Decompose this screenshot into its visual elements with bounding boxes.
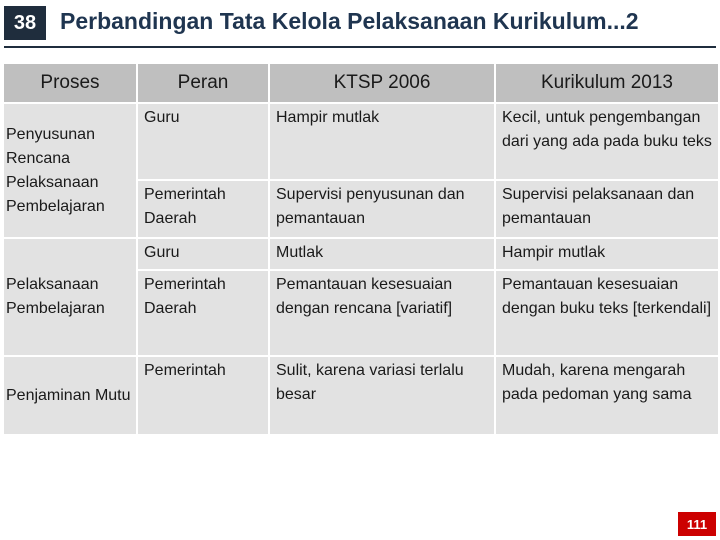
table-cell-k13: Mudah, karena mengarah pada pedoman yang sama (496, 357, 718, 434)
table-cell-ktsp: Hampir mutlak (270, 104, 494, 179)
table-cell-k13: Pemantauan kesesuaian dengan buku teks [terkendali] (496, 271, 718, 355)
process-penyusunan-rpp: Penyusunan Rencana Pelaksanaan Pembelajaran (4, 104, 136, 237)
comparison-table (4, 64, 716, 426)
table-cell-ktsp: Mutlak (270, 239, 494, 269)
table-cell-peran: Guru (138, 239, 268, 269)
table-cell-k13: Kecil, untuk pengembangan dari yang ada pada buku teks (496, 104, 718, 179)
table-cell-peran: Pemerintah Daerah (138, 271, 268, 355)
process-pelaksanaan: Pelaksanaan Pembelajaran (4, 239, 136, 355)
table-cell-ktsp: Supervisi penyusunan dan pemantauan (270, 181, 494, 237)
table-cell-ktsp: Sulit, karena variasi terlalu besar (270, 357, 494, 434)
header-ktsp-2006: KTSP 2006 (270, 64, 494, 102)
slide-title: Perbandingan Tata Kelola Pelaksanaan Kurikulum...2 (60, 8, 639, 34)
table-cell-peran: Guru (138, 104, 268, 179)
header-kurikulum-2013: Kurikulum 2013 (496, 64, 718, 102)
header-peran: Peran (138, 64, 268, 102)
process-penjaminan-mutu: Penjaminan Mutu (4, 357, 136, 434)
header-proses: Proses (4, 64, 136, 102)
title-divider (4, 46, 716, 48)
table-cell-k13: Supervisi pelaksanaan dan pemantauan (496, 181, 718, 237)
table-cell-ktsp: Pemantauan kesesuaian dengan rencana [variatif] (270, 271, 494, 355)
table-cell-k13: Hampir mutlak (496, 239, 718, 269)
slide-number-badge: 38 (4, 6, 46, 40)
table-cell-peran: Pemerintah (138, 357, 268, 434)
table-cell-peran: Pemerintah Daerah (138, 181, 268, 237)
page-number-badge: 111 (678, 512, 716, 536)
